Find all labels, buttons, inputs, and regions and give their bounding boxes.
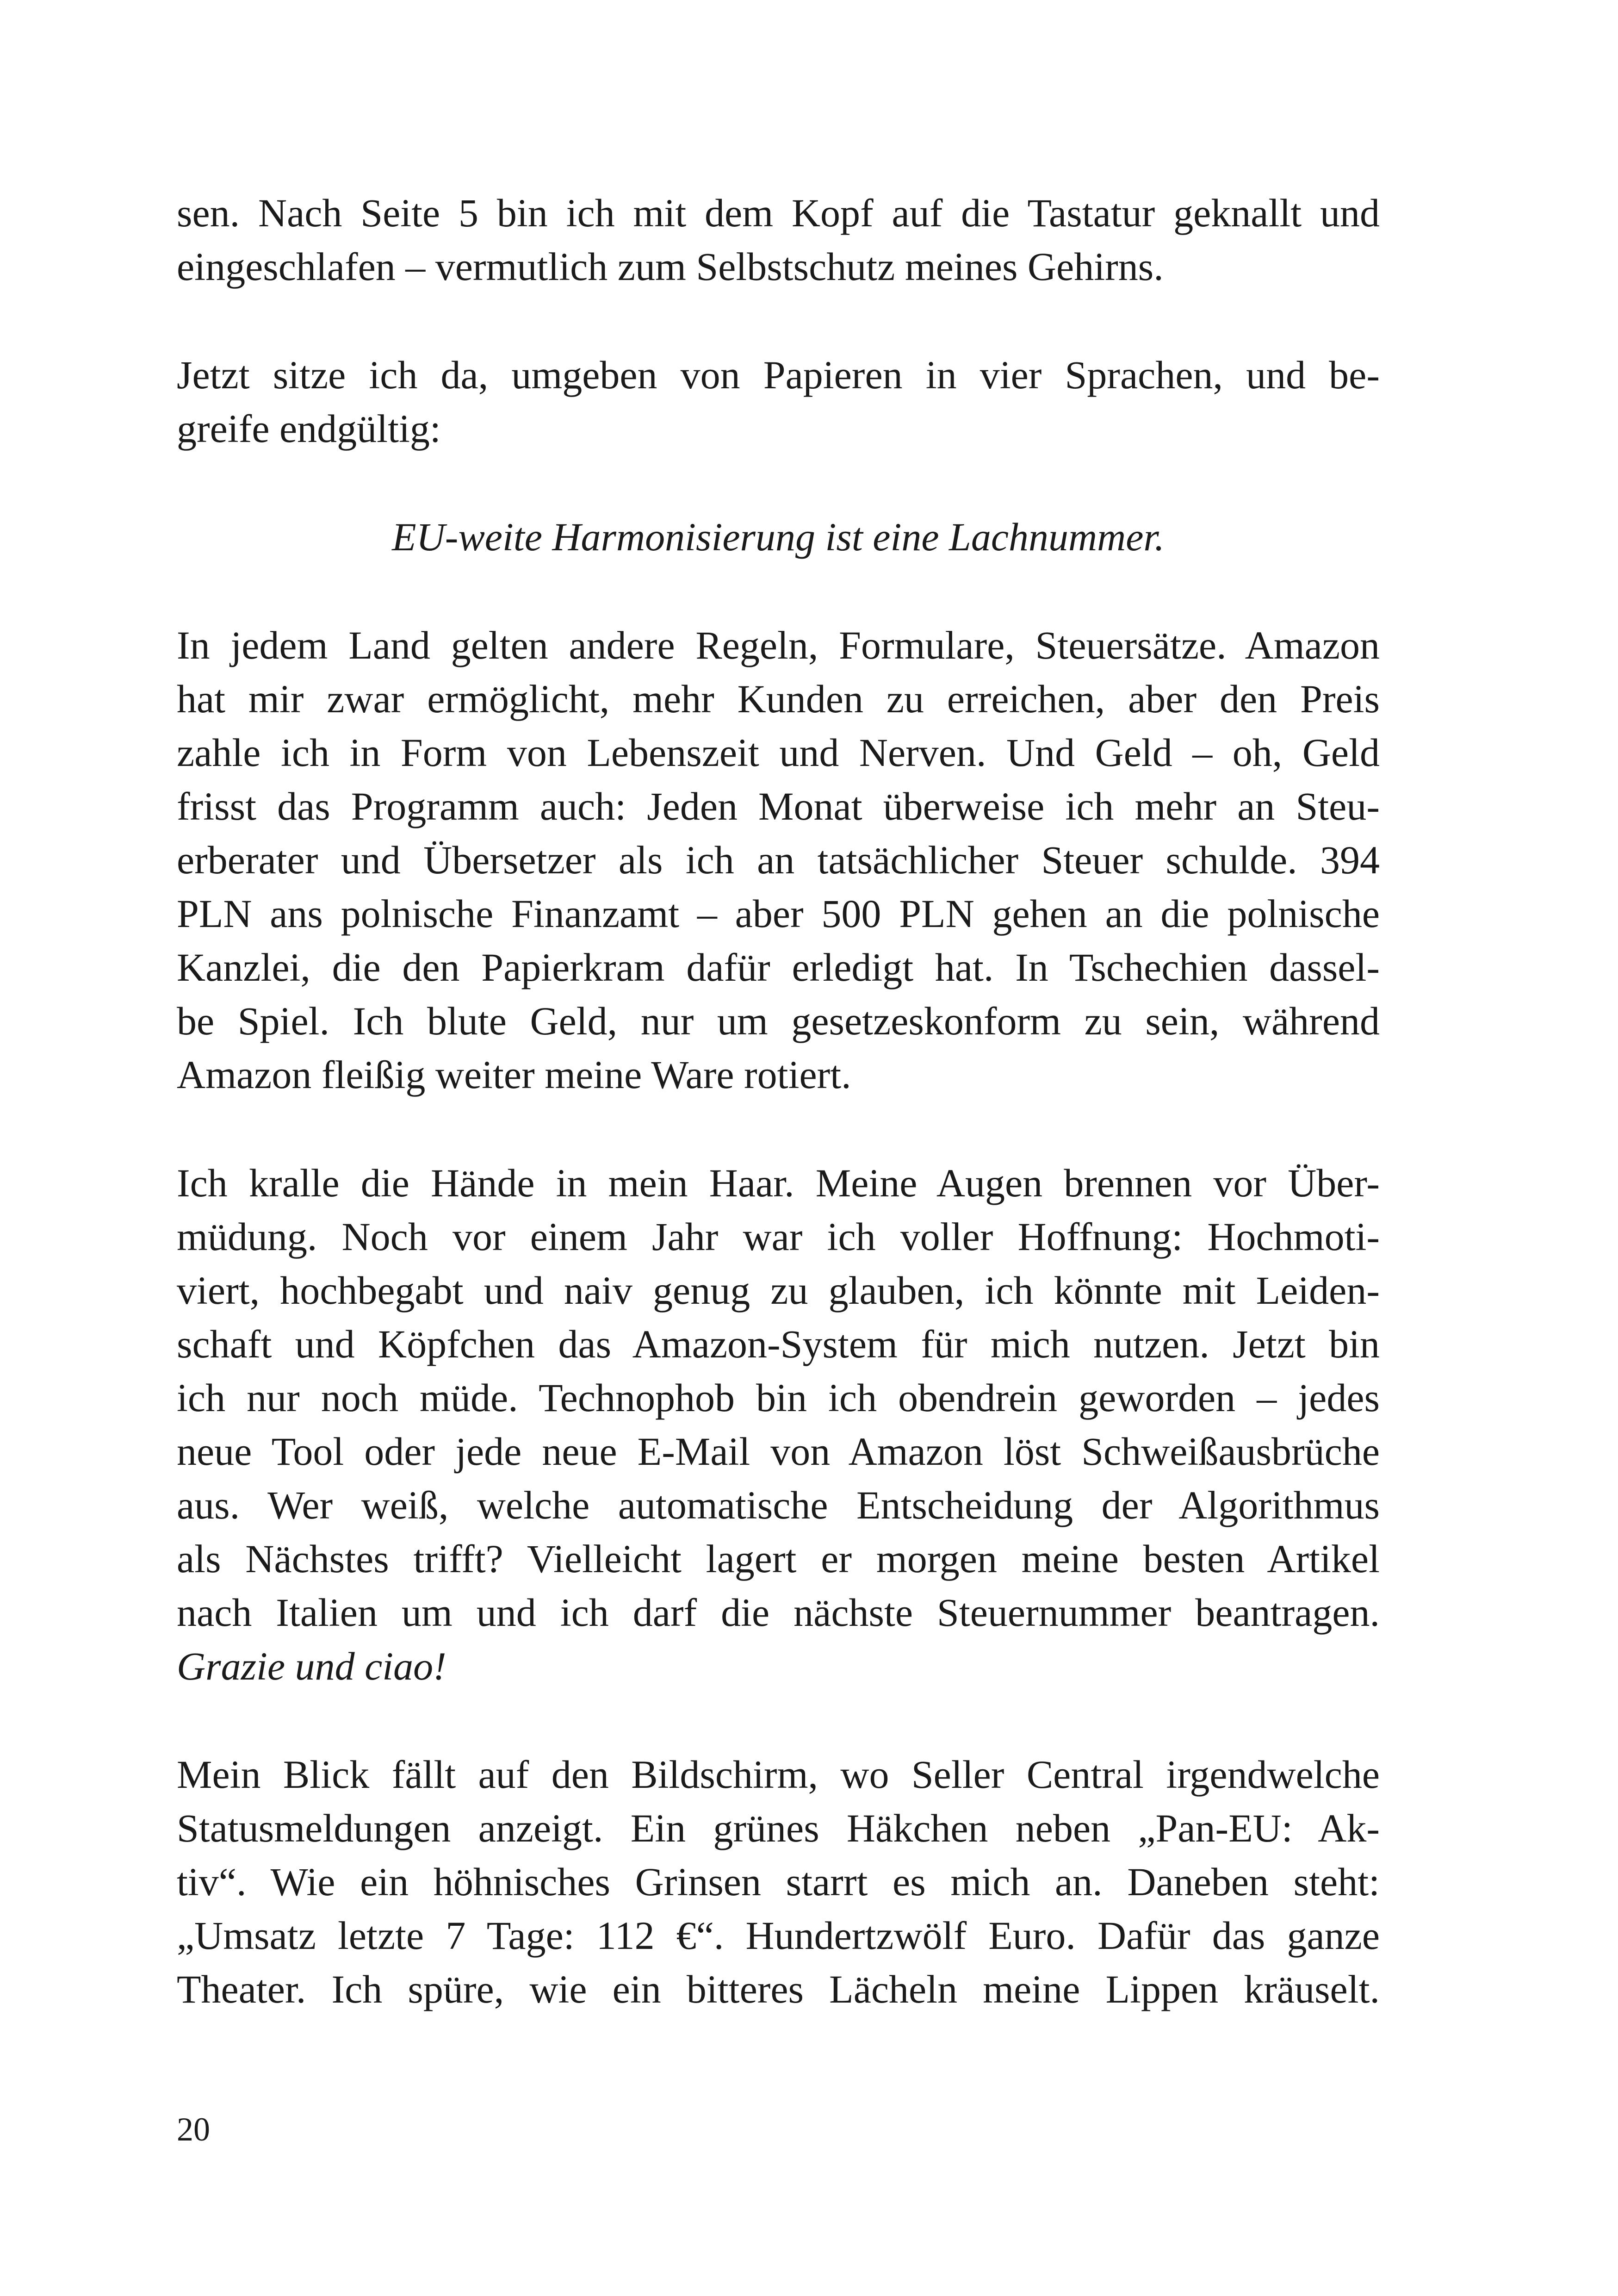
text-line: müdung. Noch vor einem Jahr war ich voller Hoffnung: Hochmoti- [177, 1214, 1380, 1259]
text-line: greife endgültig: [177, 406, 441, 451]
text-line: aus. Wer weiß, welche automatische Entscheidung der Algorithmus [177, 1483, 1380, 1527]
text-line: Ich kralle die Hände in mein Haar. Meine Augen brennen vor Über- [177, 1161, 1380, 1205]
text-line: frisst das Programm auch: Jeden Monat überweise ich mehr an Steu- [177, 784, 1380, 828]
text-line: nach Italien um und ich darf die nächste Steuernummer beantragen. [177, 1590, 1380, 1635]
text-line: ich nur noch müde. Technophob bin ich obendrein geworden – jedes [177, 1375, 1380, 1420]
text-line: Jetzt sitze ich da, umgeben von Papieren in vier Sprachen, und be- [177, 353, 1380, 397]
paragraph-2 [177, 348, 1380, 455]
text-line: PLN ans polnische Finanzamt – aber 500 PLN gehen an die polnische [177, 891, 1380, 936]
italic-phrase: Grazie und ciao! [177, 1644, 446, 1688]
text-line: „Umsatz letzte 7 Tage: 112 €“. Hundertzwölf Euro. Dafür das ganze [177, 1913, 1380, 1958]
text-line: Theater. Ich spüre, wie ein bitteres Lächeln meine Lippen kräuselt. [177, 1967, 1380, 2011]
text-line: erberater und Übersetzer als ich an tatsächlicher Steuer schulde. 394 [177, 838, 1380, 882]
text-line: tiv“. Wie ein höhnisches Grinsen starrt es mich an. Daneben steht: [177, 1860, 1380, 1904]
paragraph-4 [177, 1156, 1380, 1693]
text-line: als Nächstes trifft? Vielleicht lagert er morgen meine besten Artikel [177, 1537, 1380, 1581]
text-line: Kanzlei, die den Papierkram dafür erledigt hat. In Tschechien dassel- [177, 945, 1380, 989]
text-line: Amazon fleißig weiter meine Ware rotiert. [177, 1052, 851, 1097]
text-line: schaft und Köpfchen das Amazon-System für mich nutzen. Jetzt bin [177, 1322, 1380, 1366]
paragraph-5 [177, 1748, 1380, 2016]
text-line: be Spiel. Ich blute Geld, nur um gesetzeskonform zu sein, während [177, 999, 1380, 1043]
page-number: 20 [177, 2111, 210, 2148]
text-line: sen. Nach Seite 5 bin ich mit dem Kopf auf die Tastatur geknallt und [177, 191, 1380, 235]
text-line: viert, hochbegabt und naiv genug zu glauben, ich könnte mit Leiden- [177, 1268, 1380, 1313]
text-line: Statusmeldungen anzeigt. Ein grünes Häkchen neben „Pan-EU: Ak- [177, 1806, 1380, 1850]
text-line: neue Tool oder jede neue E-Mail von Amazon löst Schweißausbrüche [177, 1429, 1380, 1474]
text-line: Mein Blick fällt auf den Bildschirm, wo Seller Central irgendwelche [177, 1752, 1380, 1797]
text-line: hat mir zwar ermöglicht, mehr Kunden zu erreichen, aber den Preis [177, 677, 1380, 721]
paragraph-1 [177, 186, 1380, 293]
paragraph-3 [177, 618, 1380, 1101]
centered-quote: EU-weite Harmonisierung ist eine Lachnummer. [392, 515, 1165, 559]
text-line-italic [177, 1639, 1380, 1693]
text-line: eingeschlafen – vermutlich zum Selbstschutz meines Gehirns. [177, 244, 1164, 289]
text-line: zahle ich in Form von Lebenszeit und Nerven. Und Geld – oh, Geld [177, 730, 1380, 775]
text-line: In jedem Land gelten andere Regeln, Formulare, Steuersätze. Amazon [177, 623, 1380, 667]
